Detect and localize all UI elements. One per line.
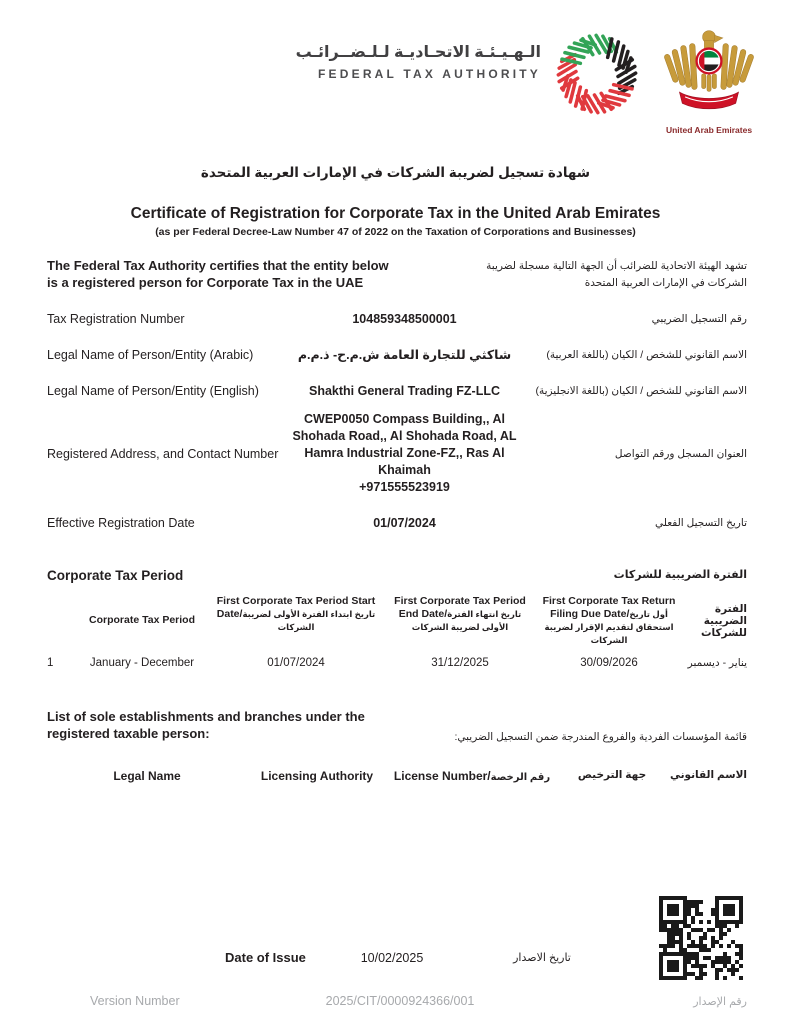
due-date-value: 30/09/2026 — [580, 657, 638, 670]
date-of-issue-label: Date of Issue — [225, 950, 306, 965]
registration-fields — [47, 311, 747, 532]
field-row-effective-registration-date — [47, 515, 747, 532]
end-date-value: 31/12/2025 — [431, 657, 489, 670]
establishments-title: List of sole establishments and branches under the registered taxable person: — [47, 709, 365, 742]
column-header-legal-name-arabic: الاسم القانوني — [669, 768, 747, 781]
certification-statement — [47, 258, 747, 292]
tax-period-value: January - December — [89, 657, 195, 670]
tax-period-table-header — [47, 595, 747, 648]
field-label: Legal Name of Person/Entity (Arabic) — [47, 348, 254, 363]
section-title-arabic: الفترة الضريبية للشركات — [613, 568, 747, 581]
establishments-section-header — [47, 709, 747, 743]
field-row-legal-name-arabic — [47, 347, 747, 364]
certificate-title: Certificate of Registration for Corporate Tax in the United Arab Emirates — [130, 205, 661, 222]
uae-falcon-emblem-icon — [663, 26, 755, 118]
field-row-legal-name-english — [47, 383, 747, 400]
field-label: Effective Registration Date — [47, 516, 195, 531]
corporate-tax-period-section-header — [47, 568, 747, 583]
column-header-legal-name: Legal Name — [113, 768, 181, 783]
establishments-table-header — [47, 769, 747, 783]
registered-address-value — [282, 411, 527, 495]
field-label: Registered Address, and Contact Number — [47, 446, 279, 461]
field-label: Tax Registration Number — [47, 312, 185, 327]
tax-registration-number-value: 104859348500001 — [352, 311, 457, 326]
column-header-period-arabic: الفترة الضريبية للشركات — [700, 602, 747, 639]
tax-period-table-row — [47, 657, 747, 669]
fta-name-arabic: الـهـيـئـة الاتحـاديـة لـلـضــرائـب — [295, 44, 541, 61]
field-row-tax-registration-number — [47, 311, 747, 328]
tax-period-value-arabic: يناير - ديسمبر — [687, 657, 747, 670]
certification-statement-english: The Federal Tax Authority certifies that the entity below is a registered person for Corporate Tax in the UAE — [47, 258, 389, 290]
field-row-registered-address — [47, 411, 747, 495]
certificate-title-arabic: شهادة تسجيل لضريبة الشركات في الإمارات العربية المتحدة — [200, 165, 591, 180]
start-date-value: 01/07/2024 — [267, 657, 325, 670]
contact-number: +971555523919 — [359, 479, 450, 494]
date-of-issue-label-arabic: تاريخ الاصدار — [513, 952, 571, 964]
establishments-title-arabic: قائمة المؤسسات الفردية والفروع المندرجة ضمن التسجيل الضريبي: — [454, 730, 747, 743]
field-label-arabic: الاسم القانوني للشخص / الكيان (باللغة العربية) — [546, 349, 747, 362]
field-label-arabic: الاسم القانوني للشخص / الكيان (باللغة الانجليزية) — [535, 384, 747, 397]
field-label: Legal Name of Person/Entity (English) — [47, 383, 259, 398]
qr-code — [659, 896, 743, 980]
legal-name-arabic-value: شاكثي للتجارة العامة ش.م.ح- ذ.م.م — [297, 347, 512, 362]
column-header-licensing-authority: Licensing Authority — [260, 768, 374, 783]
date-of-issue-row — [47, 950, 617, 965]
section-title: Corporate Tax Period — [47, 567, 184, 583]
column-header-end-date: First Corporate Tax Period End Date/تاريخ انتهاء الفترة الأولى لضريبة الشركات — [394, 594, 526, 632]
field-label-arabic: العنوان المسجل ورقم التواصل — [614, 447, 747, 460]
address-text: CWEP0050 Compass Building,, Al Shohada Road,, Al Shohada Road, AL Hamra Industrial Zone-FZ,, Ras Al Khaimah — [292, 412, 517, 478]
column-header-due-date: First Corporate Tax Return Filing Due Date/أول تاريخ استحقاق لتقديم الإقرار لضريبة الشركات — [542, 594, 676, 646]
date-of-issue-value: 10/02/2025 — [360, 950, 424, 965]
version-number-value: 2025/CIT/0000924366/001 — [325, 994, 475, 1008]
version-number-label-arabic: رقم الإصدار — [693, 995, 747, 1008]
legal-name-english-value: Shakthi General Trading FZ-LLC — [309, 383, 500, 398]
certificate-subtitle: (as per Federal Decree-Law Number 47 of 2022 on the Taxation of Corporations and Businesses) — [155, 226, 636, 238]
emblem-caption: United Arab Emirates — [665, 125, 753, 135]
column-header-start-date: First Corporate Tax Period Start Date/تاريخ ابتداء الفترة الأولى لضريبة الشركات — [216, 594, 376, 632]
version-number-label: Version Number — [90, 994, 180, 1008]
field-label-arabic: تاريخ التسجيل الفعلي — [655, 517, 747, 530]
column-header-license-number: License Number/رقم الرخصة — [393, 768, 551, 783]
document-header — [0, 0, 791, 135]
version-number-row — [0, 994, 791, 1008]
field-label-arabic: رقم التسجيل الضريبي — [651, 313, 747, 326]
row-index: 1 — [47, 657, 54, 670]
fta-wordmark — [296, 42, 541, 81]
fta-logo-icon — [555, 32, 639, 116]
fta-name-english: FEDERAL TAX AUTHORITY — [318, 67, 541, 81]
uae-emblem — [653, 26, 765, 135]
certification-statement-arabic: تشهد الهيئة الاتحادية للضرائب أن الجهة التالية مسجلة لضريبة الشركات في الإمارات العربية المتحدة — [486, 260, 747, 289]
column-header-period: Corporate Tax Period — [89, 614, 195, 627]
effective-registration-date-value: 01/07/2024 — [373, 515, 436, 530]
column-header-licensing-authority-arabic: جهة الترخيص — [577, 768, 647, 781]
